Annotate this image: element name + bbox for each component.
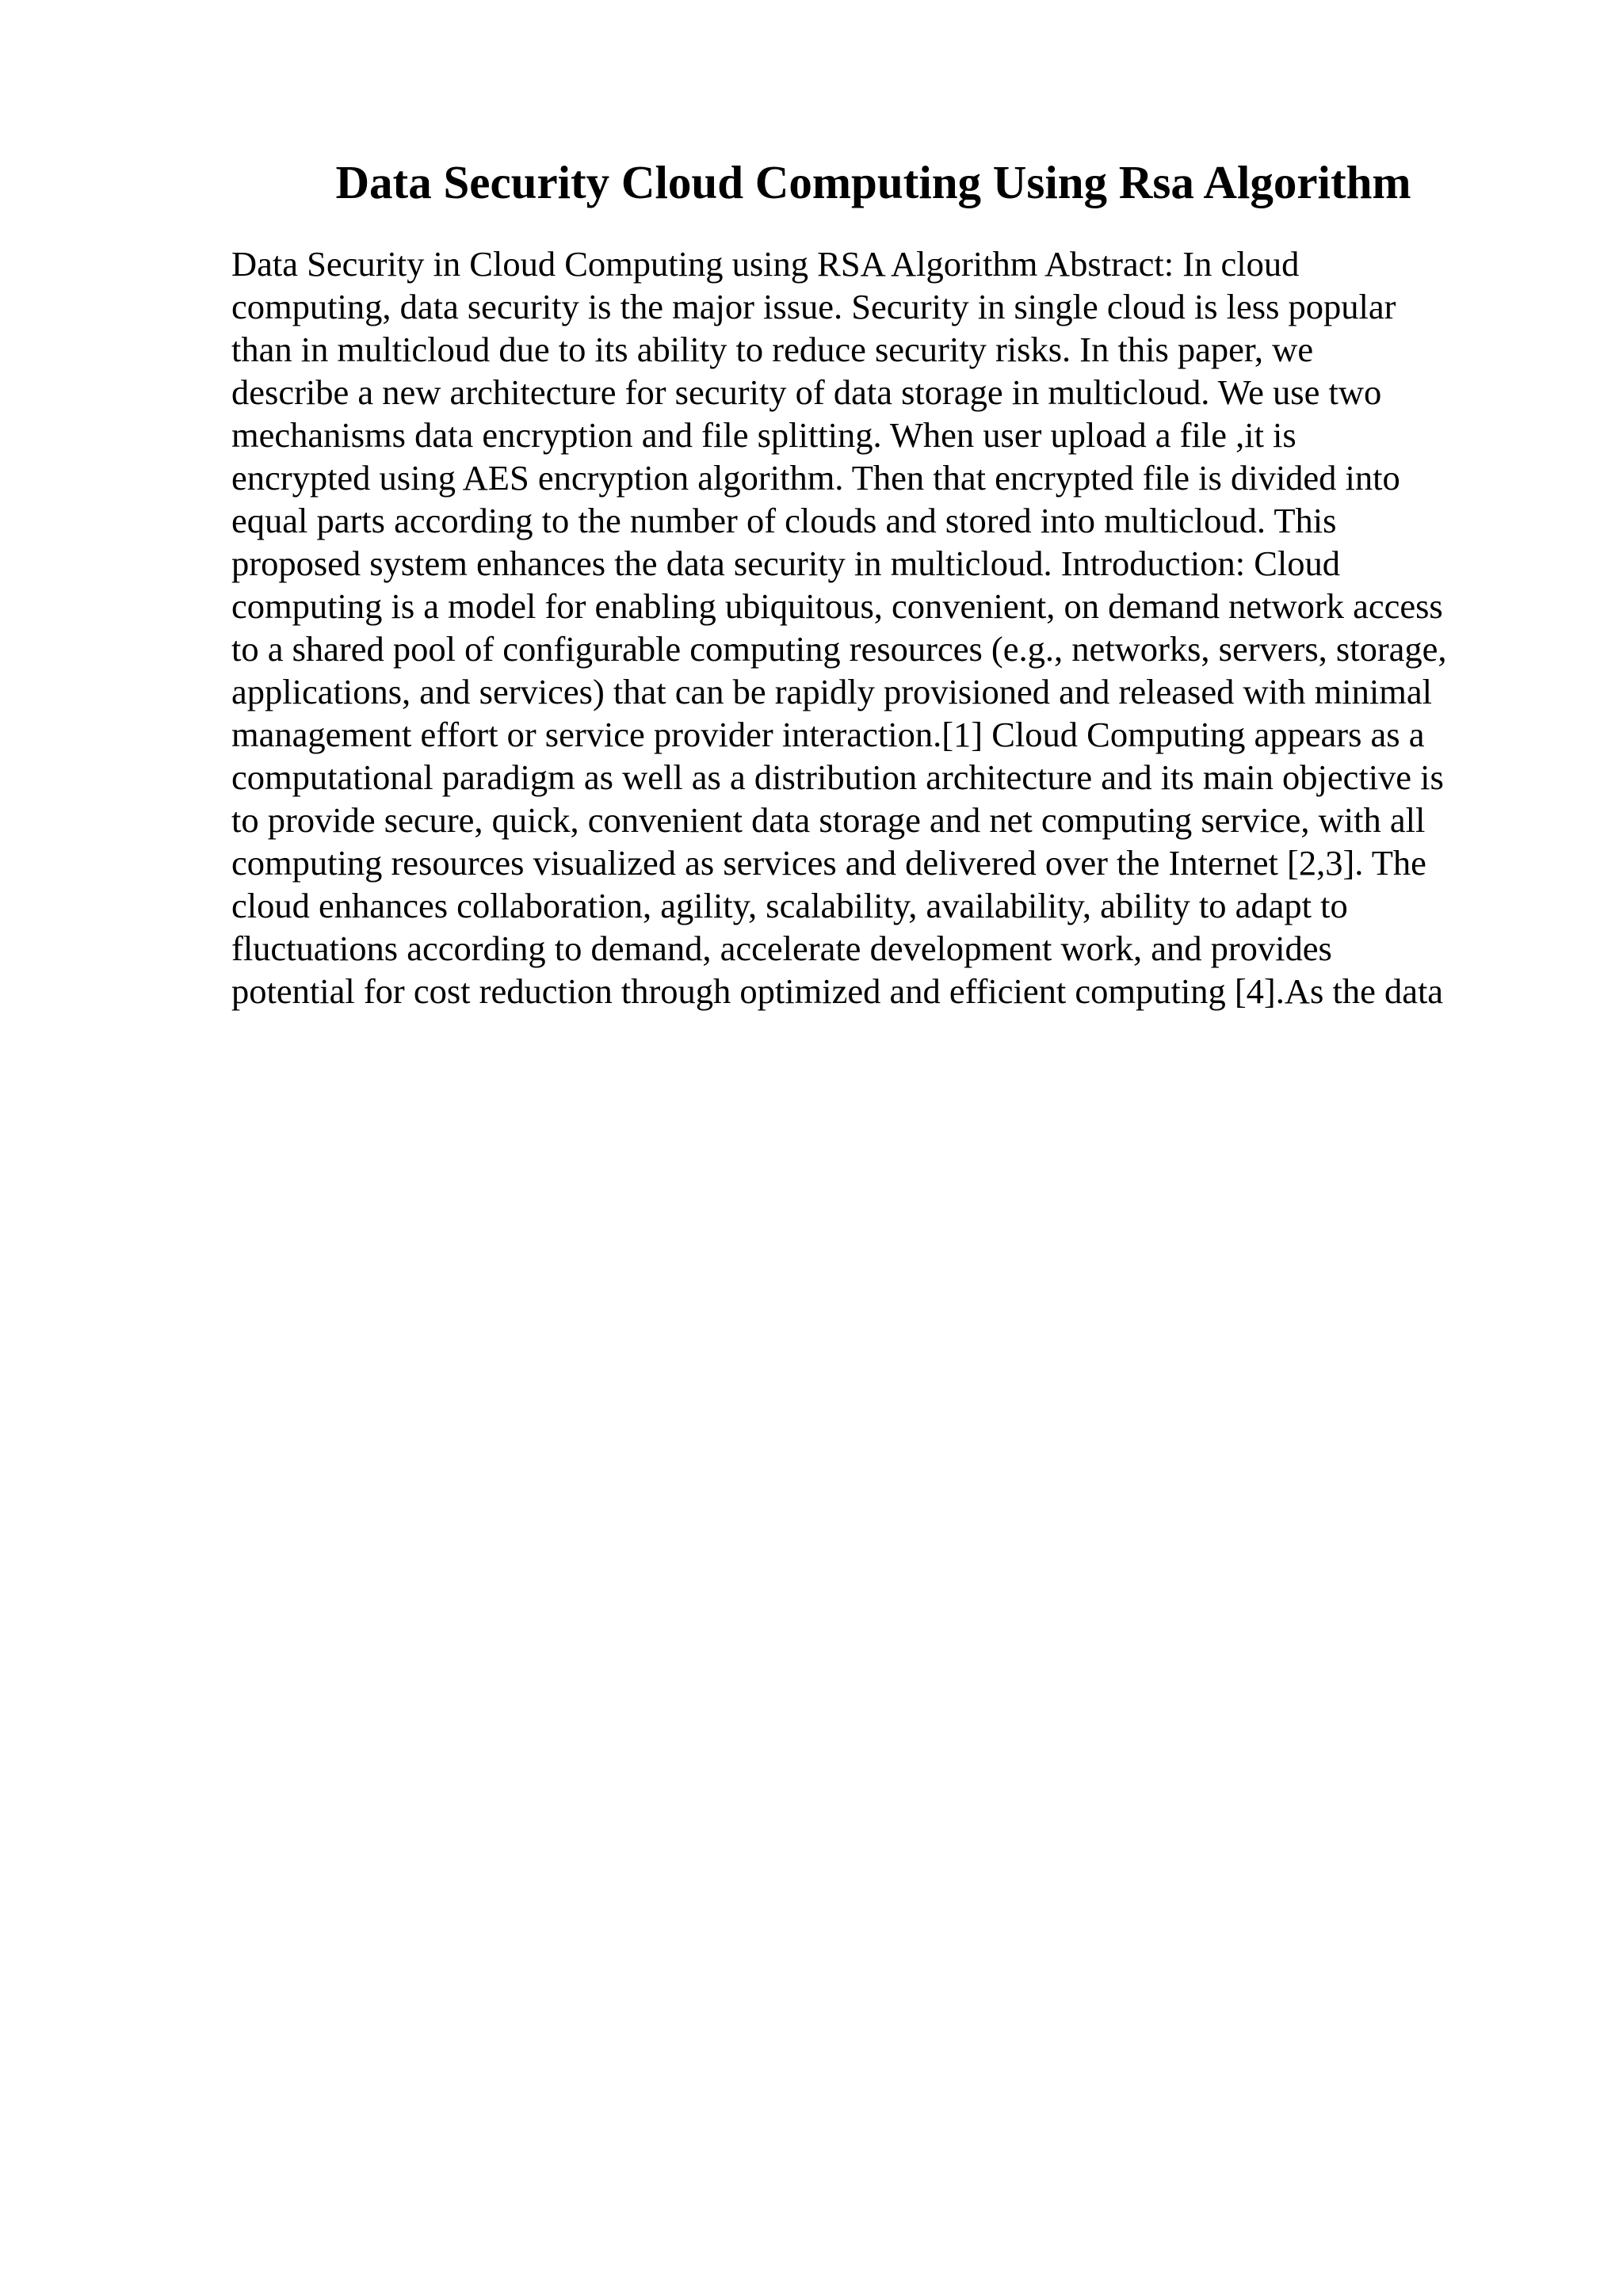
body-line: fluctuations according to demand, accelerate development work, and provides: [231, 929, 1332, 968]
body-line: to a shared pool of configurable computing resources (e.g., networks, servers, storage,: [231, 629, 1447, 669]
body-line: encrypted using AES encryption algorithm. Then that encrypted file is divided into: [231, 458, 1400, 498]
body-line: management effort or service provider interaction.[1] Cloud Computing appears as a: [231, 715, 1425, 754]
document-body: [231, 242, 1539, 1013]
body-line: computational paradigm as well as a distribution architecture and its main objective is: [231, 757, 1444, 797]
body-line: to provide secure, quick, convenient data storage and net computing service, with all: [231, 800, 1426, 840]
body-line: computing is a model for enabling ubiquitous, convenient, on demand network access: [231, 586, 1443, 626]
body-line: proposed system enhances the data security in multicloud. Introduction: Cloud: [231, 543, 1340, 583]
document-title: Data Security Cloud Computing Using Rsa Algorithm: [335, 156, 1411, 208]
body-line: equal parts according to the number of clouds and stored into multicloud. This: [231, 501, 1337, 540]
body-line: cloud enhances collaboration, agility, scalability, availability, ability to adapt to: [231, 886, 1348, 925]
body-line: than in multicloud due to its ability to reduce security risks. In this paper, we: [231, 330, 1314, 369]
body-line: computing, data security is the major issue. Security in single cloud is less popular: [231, 287, 1396, 326]
body-line: describe a new architecture for security of data storage in multicloud. We use two: [231, 372, 1382, 412]
body-line: applications, and services) that can be rapidly provisioned and released with minimal: [231, 672, 1432, 711]
body-line: Data Security in Cloud Computing using RSA Algorithm Abstract: In cloud: [231, 244, 1300, 284]
body-line: mechanisms data encryption and file splitting. When user upload a file ,it is: [231, 415, 1296, 455]
body-line: computing resources visualized as services and delivered over the Internet [2,3]. The: [231, 843, 1426, 883]
body-line: potential for cost reduction through optimized and efficient computing [4].As the data: [231, 971, 1444, 1011]
